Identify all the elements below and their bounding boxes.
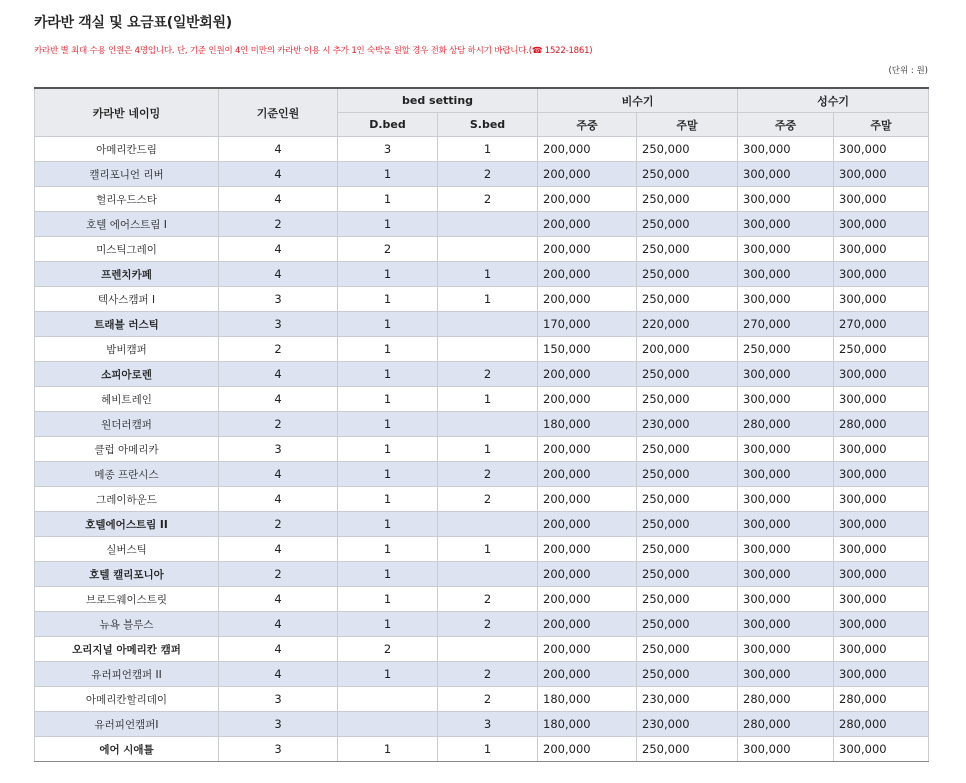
cell-off-weekend: 250,000: [637, 512, 738, 537]
cell-std: 4: [219, 487, 338, 512]
rate-table: [34, 87, 929, 762]
cell-sbed: 1: [438, 737, 538, 762]
cell-sbed: 2: [438, 462, 538, 487]
cell-off-weekday: 200,000: [538, 187, 637, 212]
cell-peak-weekday: 300,000: [738, 587, 834, 612]
cell-off-weekend: 250,000: [637, 362, 738, 387]
table-row: [35, 187, 929, 212]
cell-dbed: 1: [338, 262, 438, 287]
cell-sbed: 2: [438, 187, 538, 212]
header-peak-weekend: 주말: [834, 113, 929, 137]
cell-sbed: [438, 337, 538, 362]
cell-peak-weekday: 300,000: [738, 537, 834, 562]
cell-name: 메종 프란시스: [35, 462, 219, 487]
cell-dbed: 2: [338, 237, 438, 262]
cell-name: 유러피언캠퍼I: [35, 712, 219, 737]
cell-std: 4: [219, 462, 338, 487]
table-row: [35, 662, 929, 687]
cell-off-weekday: 200,000: [538, 162, 637, 187]
header-row-1: [35, 88, 929, 113]
cell-off-weekend: 250,000: [637, 737, 738, 762]
cell-dbed: 1: [338, 162, 438, 187]
cell-std: 3: [219, 687, 338, 712]
cell-name: 오리지널 아메리칸 캠퍼: [35, 637, 219, 662]
cell-peak-weekday: 250,000: [738, 337, 834, 362]
cell-name: 프렌치카페: [35, 262, 219, 287]
cell-sbed: 2: [438, 587, 538, 612]
cell-peak-weekend: 280,000: [834, 712, 929, 737]
cell-name: 유러피언캠퍼 II: [35, 662, 219, 687]
cell-peak-weekday: 280,000: [738, 687, 834, 712]
cell-std: 4: [219, 137, 338, 162]
cell-sbed: [438, 637, 538, 662]
cell-off-weekend: 250,000: [637, 612, 738, 637]
cell-dbed: 1: [338, 737, 438, 762]
cell-off-weekday: 200,000: [538, 562, 637, 587]
cell-dbed: 1: [338, 612, 438, 637]
cell-peak-weekday: 300,000: [738, 137, 834, 162]
cell-dbed: 1: [338, 562, 438, 587]
header-bed-setting: bed setting: [338, 88, 538, 113]
cell-peak-weekend: 300,000: [834, 537, 929, 562]
table-row: [35, 562, 929, 587]
cell-peak-weekend: 300,000: [834, 137, 929, 162]
cell-std: 4: [219, 662, 338, 687]
cell-sbed: [438, 237, 538, 262]
cell-std: 4: [219, 387, 338, 412]
cell-dbed: 1: [338, 337, 438, 362]
cell-dbed: [338, 687, 438, 712]
cell-sbed: 2: [438, 162, 538, 187]
cell-dbed: 1: [338, 412, 438, 437]
cell-off-weekend: 250,000: [637, 162, 738, 187]
cell-peak-weekend: 300,000: [834, 237, 929, 262]
cell-peak-weekday: 300,000: [738, 462, 834, 487]
cell-off-weekend: 230,000: [637, 687, 738, 712]
cell-off-weekday: 170,000: [538, 312, 637, 337]
cell-off-weekend: 250,000: [637, 137, 738, 162]
cell-sbed: 1: [438, 287, 538, 312]
cell-peak-weekday: 300,000: [738, 387, 834, 412]
cell-peak-weekday: 300,000: [738, 212, 834, 237]
table-row: [35, 437, 929, 462]
cell-sbed: [438, 412, 538, 437]
cell-dbed: 1: [338, 187, 438, 212]
cell-name: 그레이하운드: [35, 487, 219, 512]
cell-off-weekend: 250,000: [637, 387, 738, 412]
cell-dbed: 1: [338, 312, 438, 337]
cell-off-weekday: 200,000: [538, 437, 637, 462]
cell-off-weekday: 200,000: [538, 212, 637, 237]
cell-peak-weekend: 300,000: [834, 637, 929, 662]
cell-peak-weekday: 300,000: [738, 487, 834, 512]
cell-sbed: 2: [438, 687, 538, 712]
cell-std: 4: [219, 237, 338, 262]
cell-peak-weekday: 300,000: [738, 637, 834, 662]
cell-sbed: 2: [438, 487, 538, 512]
cell-name: 원더러캠퍼: [35, 412, 219, 437]
cell-std: 3: [219, 312, 338, 337]
unit-label: (단위 : 원): [888, 66, 928, 76]
cell-off-weekday: 200,000: [538, 487, 637, 512]
cell-sbed: 1: [438, 537, 538, 562]
table-row: [35, 387, 929, 412]
table-row: [35, 487, 929, 512]
table-row: [35, 137, 929, 162]
cell-std: 3: [219, 437, 338, 462]
cell-peak-weekend: 300,000: [834, 587, 929, 612]
cell-off-weekend: 250,000: [637, 237, 738, 262]
cell-peak-weekend: 300,000: [834, 162, 929, 187]
table-row: [35, 537, 929, 562]
header-name: 카라반 네이밍: [35, 88, 219, 137]
cell-peak-weekday: 280,000: [738, 412, 834, 437]
header-dbed: D.bed: [338, 113, 438, 137]
cell-dbed: 1: [338, 512, 438, 537]
cell-off-weekend: 250,000: [637, 587, 738, 612]
cell-sbed: 1: [438, 437, 538, 462]
cell-off-weekend: 250,000: [637, 287, 738, 312]
table-row: [35, 212, 929, 237]
cell-dbed: 1: [338, 537, 438, 562]
notice-text: 카라반 별 최대 수용 인원은 4명입니다. 단, 기준 인원이 4인 미만의 카라반 이용 시 추가 1인 숙박을 원할 경우 전화 상담 하시기 바랍니다.(☎ 1522-1861): [34, 46, 593, 56]
cell-std: 4: [219, 162, 338, 187]
cell-off-weekday: 200,000: [538, 137, 637, 162]
table-row: [35, 512, 929, 537]
cell-std: 4: [219, 537, 338, 562]
cell-off-weekend: 250,000: [637, 462, 738, 487]
header-off-season: 비수기: [538, 88, 738, 113]
cell-off-weekday: 200,000: [538, 287, 637, 312]
table-row: [35, 687, 929, 712]
cell-name: 캘리포니언 리버: [35, 162, 219, 187]
cell-peak-weekday: 300,000: [738, 512, 834, 537]
cell-off-weekday: 180,000: [538, 412, 637, 437]
cell-dbed: 1: [338, 362, 438, 387]
cell-name: 클럽 아메리카: [35, 437, 219, 462]
table-row: [35, 312, 929, 337]
cell-peak-weekend: 300,000: [834, 262, 929, 287]
cell-peak-weekend: 250,000: [834, 337, 929, 362]
header-off-weekday: 주중: [538, 113, 637, 137]
cell-std: 4: [219, 612, 338, 637]
cell-dbed: 1: [338, 387, 438, 412]
cell-sbed: 2: [438, 612, 538, 637]
cell-off-weekday: 200,000: [538, 587, 637, 612]
cell-peak-weekend: 300,000: [834, 387, 929, 412]
cell-off-weekday: 200,000: [538, 362, 637, 387]
cell-peak-weekday: 300,000: [738, 237, 834, 262]
cell-peak-weekend: 300,000: [834, 362, 929, 387]
cell-peak-weekday: 300,000: [738, 437, 834, 462]
cell-off-weekday: 200,000: [538, 237, 637, 262]
cell-off-weekday: 200,000: [538, 662, 637, 687]
cell-name: 호텔에어스트림 II: [35, 512, 219, 537]
cell-name: 브로드웨이스트릿: [35, 587, 219, 612]
cell-peak-weekend: 300,000: [834, 562, 929, 587]
cell-dbed: 1: [338, 587, 438, 612]
cell-std: 3: [219, 287, 338, 312]
cell-name: 뉴욕 블루스: [35, 612, 219, 637]
table-row: [35, 612, 929, 637]
cell-dbed: [338, 712, 438, 737]
cell-off-weekday: 200,000: [538, 637, 637, 662]
table-row: [35, 637, 929, 662]
cell-peak-weekend: 300,000: [834, 487, 929, 512]
cell-peak-weekday: 300,000: [738, 662, 834, 687]
table-row: [35, 262, 929, 287]
cell-off-weekday: 200,000: [538, 387, 637, 412]
cell-off-weekend: 250,000: [637, 487, 738, 512]
cell-peak-weekday: 280,000: [738, 712, 834, 737]
cell-dbed: 1: [338, 287, 438, 312]
cell-sbed: 2: [438, 362, 538, 387]
cell-std: 2: [219, 337, 338, 362]
cell-off-weekend: 230,000: [637, 712, 738, 737]
table-row: [35, 712, 929, 737]
header-off-weekend: 주말: [637, 113, 738, 137]
cell-name: 소피아로렌: [35, 362, 219, 387]
cell-off-weekday: 200,000: [538, 462, 637, 487]
cell-sbed: 1: [438, 137, 538, 162]
cell-off-weekend: 250,000: [637, 187, 738, 212]
cell-sbed: 3: [438, 712, 538, 737]
cell-sbed: [438, 562, 538, 587]
cell-sbed: 1: [438, 262, 538, 287]
cell-std: 2: [219, 212, 338, 237]
cell-off-weekday: 200,000: [538, 537, 637, 562]
cell-peak-weekend: 300,000: [834, 437, 929, 462]
table-row: [35, 587, 929, 612]
cell-name: 실버스틱: [35, 537, 219, 562]
table-row: [35, 337, 929, 362]
table-body: [35, 137, 929, 762]
cell-off-weekend: 250,000: [637, 437, 738, 462]
cell-name: 텍사스캠퍼 I: [35, 287, 219, 312]
cell-off-weekend: 250,000: [637, 662, 738, 687]
cell-off-weekend: 250,000: [637, 537, 738, 562]
cell-off-weekend: 220,000: [637, 312, 738, 337]
header-peak-season: 성수기: [738, 88, 929, 113]
cell-peak-weekday: 300,000: [738, 262, 834, 287]
cell-peak-weekday: 300,000: [738, 187, 834, 212]
cell-sbed: [438, 212, 538, 237]
cell-off-weekday: 200,000: [538, 737, 637, 762]
cell-dbed: 1: [338, 487, 438, 512]
cell-dbed: 3: [338, 137, 438, 162]
cell-dbed: 1: [338, 437, 438, 462]
cell-peak-weekend: 300,000: [834, 612, 929, 637]
cell-off-weekday: 200,000: [538, 262, 637, 287]
table-row: [35, 412, 929, 437]
cell-name: 밤비캠퍼: [35, 337, 219, 362]
cell-std: 3: [219, 712, 338, 737]
cell-dbed: 2: [338, 637, 438, 662]
cell-peak-weekend: 280,000: [834, 412, 929, 437]
cell-std: 4: [219, 362, 338, 387]
cell-peak-weekend: 300,000: [834, 287, 929, 312]
cell-off-weekday: 200,000: [538, 612, 637, 637]
cell-sbed: [438, 312, 538, 337]
cell-peak-weekday: 270,000: [738, 312, 834, 337]
cell-dbed: 1: [338, 212, 438, 237]
cell-name: 트래블 러스틱: [35, 312, 219, 337]
cell-name: 아메리칸할리데이: [35, 687, 219, 712]
cell-peak-weekend: 300,000: [834, 187, 929, 212]
cell-std: 2: [219, 512, 338, 537]
cell-peak-weekend: 300,000: [834, 212, 929, 237]
cell-name: 미스틱그레이: [35, 237, 219, 262]
cell-off-weekday: 200,000: [538, 512, 637, 537]
cell-off-weekend: 250,000: [637, 212, 738, 237]
cell-peak-weekend: 300,000: [834, 662, 929, 687]
cell-peak-weekday: 300,000: [738, 162, 834, 187]
cell-peak-weekend: 300,000: [834, 512, 929, 537]
table-row: [35, 737, 929, 762]
cell-name: 호텔 에어스트림 I: [35, 212, 219, 237]
cell-off-weekend: 250,000: [637, 637, 738, 662]
cell-peak-weekday: 300,000: [738, 362, 834, 387]
cell-std: 4: [219, 262, 338, 287]
cell-dbed: 1: [338, 462, 438, 487]
cell-off-weekend: 250,000: [637, 262, 738, 287]
cell-std: 3: [219, 737, 338, 762]
header-sbed: S.bed: [438, 113, 538, 137]
cell-std: 2: [219, 562, 338, 587]
cell-name: 아메리칸드림: [35, 137, 219, 162]
cell-peak-weekend: 300,000: [834, 462, 929, 487]
cell-std: 4: [219, 187, 338, 212]
cell-dbed: 1: [338, 662, 438, 687]
page-title: 카라반 객실 및 요금표(일반회원): [34, 15, 232, 31]
cell-std: 4: [219, 637, 338, 662]
cell-off-weekend: 230,000: [637, 412, 738, 437]
cell-off-weekday: 150,000: [538, 337, 637, 362]
cell-sbed: 1: [438, 387, 538, 412]
table-row: [35, 162, 929, 187]
cell-name: 에어 시애틀: [35, 737, 219, 762]
cell-peak-weekend: 300,000: [834, 737, 929, 762]
cell-peak-weekday: 300,000: [738, 287, 834, 312]
cell-name: 헤비트레인: [35, 387, 219, 412]
cell-off-weekday: 180,000: [538, 712, 637, 737]
cell-peak-weekend: 270,000: [834, 312, 929, 337]
cell-off-weekday: 180,000: [538, 687, 637, 712]
cell-name: 호텔 캘리포니아: [35, 562, 219, 587]
cell-sbed: 2: [438, 662, 538, 687]
cell-peak-weekday: 300,000: [738, 562, 834, 587]
table-row: [35, 462, 929, 487]
cell-off-weekend: 250,000: [637, 562, 738, 587]
cell-peak-weekday: 300,000: [738, 737, 834, 762]
cell-std: 2: [219, 412, 338, 437]
cell-std: 4: [219, 587, 338, 612]
cell-name: 헐리우드스타: [35, 187, 219, 212]
cell-off-weekend: 200,000: [637, 337, 738, 362]
header-std: 기준인원: [219, 88, 338, 137]
table-row: [35, 237, 929, 262]
cell-peak-weekday: 300,000: [738, 612, 834, 637]
header-peak-weekday: 주중: [738, 113, 834, 137]
table-row: [35, 287, 929, 312]
table-row: [35, 362, 929, 387]
cell-sbed: [438, 512, 538, 537]
cell-peak-weekend: 280,000: [834, 687, 929, 712]
